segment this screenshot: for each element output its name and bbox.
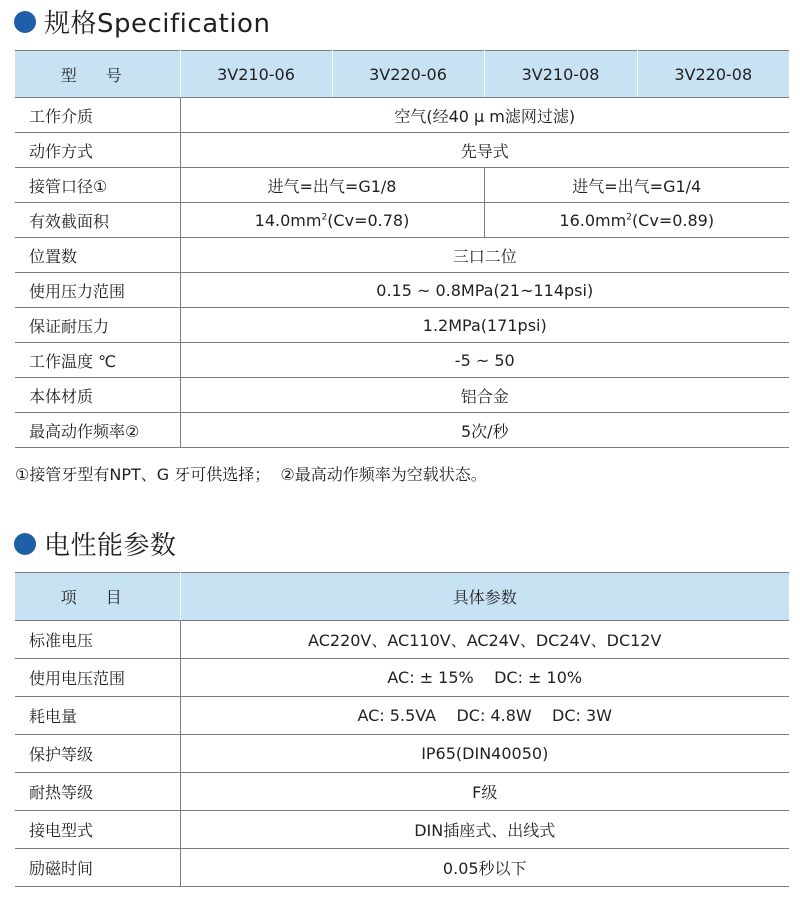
table-row [15,308,789,343]
row-label: 最高动作频率② [15,413,180,448]
table-row [15,621,789,659]
row-value: 三口二位 [180,238,789,273]
row-label: 有效截面积 [15,203,180,238]
row-label: 使用压力范围 [15,273,180,308]
spec-header-model: 3V220-08 [637,51,789,98]
table-row [15,849,789,887]
table-row [15,413,789,448]
table-row [15,659,789,697]
electrical-title-text: 电性能参数 [44,531,177,561]
row-value: 空气(经40 μ m滤网过滤) [180,98,789,133]
row-value: 铝合金 [180,378,789,413]
bullet-icon [14,533,36,555]
row-label: 保护等级 [15,735,180,773]
row-value: DIN插座式、出线式 [180,811,789,849]
row-value: AC220V、AC110V、AC24V、DC24V、DC12V [180,621,789,659]
electrical-header-label: 项 目 [15,573,180,621]
spec-header-model: 3V220-06 [332,51,484,98]
spec-table [15,50,789,448]
row-value: AC: ± 15% DC: ± 10% [180,659,789,697]
table-row [15,133,789,168]
table-row [15,697,789,735]
electrical-header-value: 具体参数 [180,573,789,621]
row-value: 先导式 [180,133,789,168]
row-label: 位置数 [15,238,180,273]
row-value: IP65(DIN40050) [180,735,789,773]
row-label: 动作方式 [15,133,180,168]
row-value-left: 进气=出气=G1/8 [180,168,484,203]
row-label: 接电型式 [15,811,180,849]
row-label: 保证耐压力 [15,308,180,343]
row-value: -5 ~ 50 [180,343,789,378]
row-value: 5次/秒 [180,413,789,448]
electrical-table [15,572,789,887]
row-label: 本体材质 [15,378,180,413]
spec-header-row [15,51,789,98]
table-row [15,378,789,413]
spec-header-model: 3V210-06 [180,51,332,98]
spec-section-title [14,3,270,40]
row-value-left: $14.0mm^2(Cv=0.78)$ [180,203,484,238]
row-value-right: $16.0mm^2(Cv=0.89)$ [484,203,789,238]
table-row [15,735,789,773]
row-value: AC: 5.5VA DC: 4.8W DC: 3W [180,697,789,735]
row-value: 0.05秒以下 [180,849,789,887]
bullet-icon [14,11,36,33]
table-row [15,343,789,378]
table-row [15,98,789,133]
table-row [15,273,789,308]
table-row [15,203,789,238]
row-value-right: 进气=出气=G1/4 [484,168,789,203]
electrical-header-row [15,573,789,621]
table-row [15,773,789,811]
row-value: 1.2MPa(171psi) [180,308,789,343]
spec-header-label: 型 号 [15,51,180,98]
spec-title-text: 规格Specification [44,9,271,39]
row-label: 工作温度 ℃ [15,343,180,378]
electrical-section-title [14,525,177,562]
row-label: 工作介质 [15,98,180,133]
row-label: 耐热等级 [15,773,180,811]
table-row [15,238,789,273]
row-label: 标准电压 [15,621,180,659]
row-value: F级 [180,773,789,811]
row-label: 使用电压范围 [15,659,180,697]
spec-header-model: 3V210-08 [484,51,637,98]
row-label: 励磁时间 [15,849,180,887]
table-row [15,811,789,849]
table-row [15,168,789,203]
row-value: 0.15 ~ 0.8MPa(21~114psi) [180,273,789,308]
spec-footnote: ①接管牙型有NPT、G 牙可供选择； ②最高动作频率为空载状态。 [15,465,487,484]
row-label: 耗电量 [15,697,180,735]
row-label: 接管口径① [15,168,180,203]
